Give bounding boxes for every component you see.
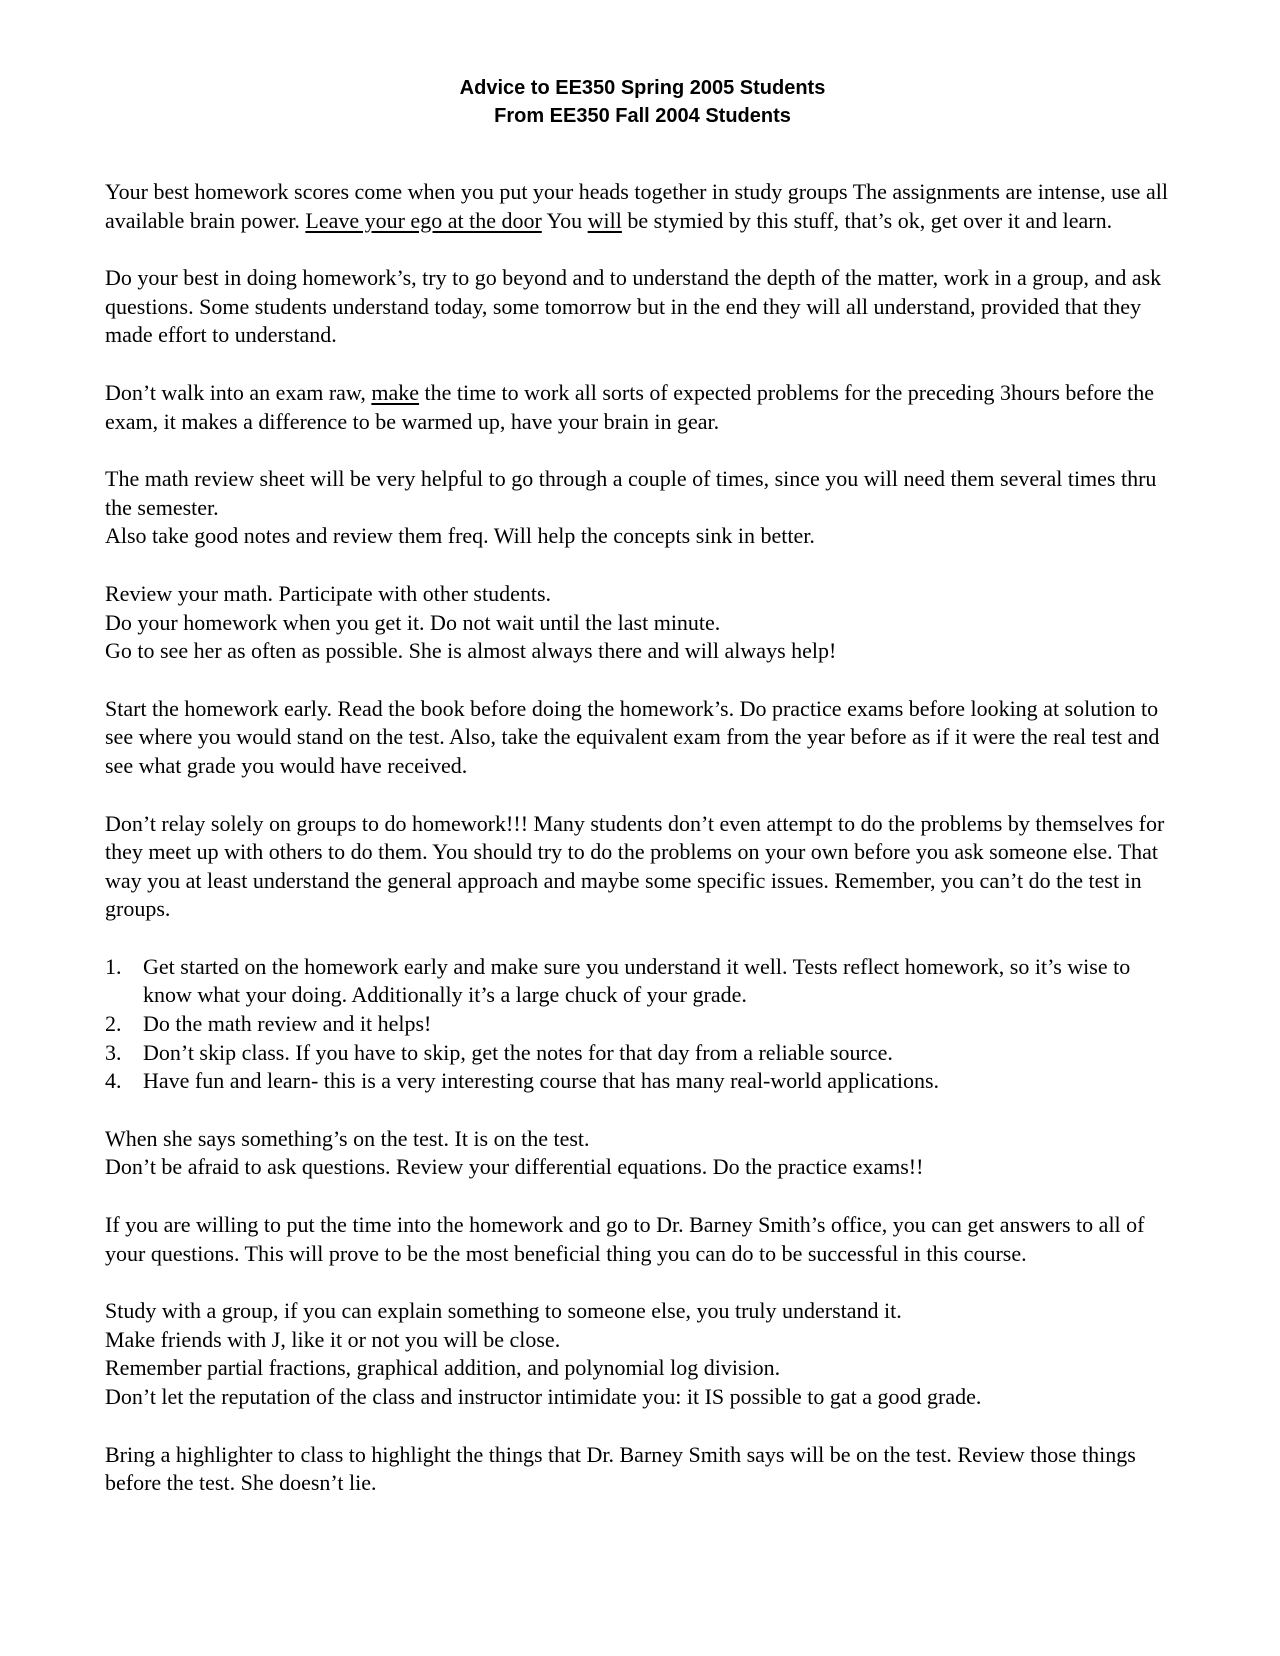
paragraph-text: the time to work all sorts of expected problems for the preceding 3hours before the exam, it makes a difference to be warmed up, have your brain in gear. xyxy=(105,379,1154,434)
document-body xyxy=(105,178,1180,1498)
list-number: 4. xyxy=(105,1068,122,1094)
underlined-text: Leave your ego at the door xyxy=(305,207,542,233)
paragraph-text: Don’t walk into an exam raw, xyxy=(105,379,372,405)
paragraph-text: Your best homework scores come when you put your heads together in study groups The assignments are intense, use all available brain power. xyxy=(105,179,1168,233)
paragraph-line: When she says something’s on the test. It is on the test. xyxy=(105,1125,590,1151)
paragraph-study-groups xyxy=(105,178,1180,235)
paragraph-line: Do your homework when you get it. Do not wait until the last minute. xyxy=(105,609,721,635)
paragraph-line: Don’t let the reputation of the class and instructor intimidate you: it IS possible to gat a good grade. xyxy=(105,1384,982,1409)
paragraph-math-review xyxy=(105,465,1180,551)
list-item-text: Have fun and learn- this is a very interesting course that has many real-world applications. xyxy=(143,1068,940,1094)
list-item-text: Get started on the homework early and make sure you understand it well. Tests reflect homework, so it’s wise to know what your doing. Additionally it’s a large chuck of your grade. xyxy=(143,953,1131,1008)
document-page xyxy=(105,74,1180,1527)
paragraph-groups-warning: Don’t relay solely on groups to do homework!!! Many students don’t even attempt to do the problems by themselves for they meet up with others to do them. You should try to do the problems on your own before you ask someone else. That way you at least understand the general approach and maybe some specific issues. Remember, you can’t do the test in groups. xyxy=(105,810,1165,922)
paragraph-line: The math review sheet will be very helpful to go through a couple of times, since you will need them several times thru the semester. xyxy=(105,466,1157,520)
paragraph-text: You xyxy=(541,207,588,233)
paragraph-on-the-test xyxy=(105,1125,1180,1182)
list-number: 3. xyxy=(105,1039,122,1065)
paragraph-homework-depth: Do your best in doing homework’s, try to go beyond and to understand the depth of the matter, work in a group, and ask questions. Some students understand today, some tomorrow but in the end they will all understand, provided that they made effort to understand. xyxy=(105,265,1162,348)
paragraph-line: Also take good notes and review them freq. Will help the concepts sink in better. xyxy=(105,523,815,549)
list-item xyxy=(105,953,1180,1010)
title-line-1: Advice to EE350 Spring 2005 Students xyxy=(459,77,826,99)
paragraph-exam-prep xyxy=(105,379,1180,436)
paragraph-line: Don’t be afraid to ask questions. Review your differential equations. Do the practice exams!! xyxy=(105,1154,924,1180)
underlined-text: make xyxy=(371,379,420,405)
paragraph-study-tips xyxy=(105,1297,1180,1411)
list-item xyxy=(105,1039,1180,1068)
paragraph-office-hours: If you are willing to put the time into the homework and go to Dr. Barney Smith’s office, you can get answers to all of your questions. This will prove to be the most beneficial thing you can do to be successful in this course. xyxy=(105,1212,1145,1266)
paragraph-review-math xyxy=(105,580,1180,666)
list-number: 1. xyxy=(105,953,122,979)
paragraph-line: Review your math. Participate with other students. xyxy=(105,580,552,606)
paragraph-text: be stymied by this stuff, that’s ok, get over it and learn. xyxy=(621,207,1113,233)
paragraph-line: Make friends with J, like it or not you will be close. xyxy=(105,1326,561,1352)
list-number: 2. xyxy=(105,1011,122,1037)
paragraph-line: Remember partial fractions, graphical addition, and polynomial log division. xyxy=(105,1355,781,1381)
list-item-text: Do the math review and it helps! xyxy=(143,1011,432,1037)
list-item xyxy=(105,1010,1180,1039)
document-title xyxy=(105,74,1180,130)
list-item-text: Don’t skip class. If you have to skip, get the notes for that day from a reliable source. xyxy=(143,1039,893,1065)
paragraph-line: Study with a group, if you can explain something to someone else, you truly understand it. xyxy=(105,1298,902,1324)
paragraph-start-early: Start the homework early. Read the book before doing the homework’s. Do practice exams before looking at solution to see where you would stand on the test. Also, take the equivalent exam from the year before as if it were the real test and see what grade you would have received. xyxy=(105,695,1160,778)
numbered-advice-list xyxy=(105,953,1180,1096)
paragraph-line: Go to see her as often as possible. She is almost always there and will always help! xyxy=(105,638,837,664)
list-item xyxy=(105,1067,1180,1096)
underlined-text: will xyxy=(587,207,622,233)
title-line-2: From EE350 Fall 2004 Students xyxy=(494,105,791,127)
paragraph-highlighter: Bring a highlighter to class to highlight the things that Dr. Barney Smith says will be on the test. Review those things before the test. She doesn’t lie. xyxy=(105,1441,1136,1496)
